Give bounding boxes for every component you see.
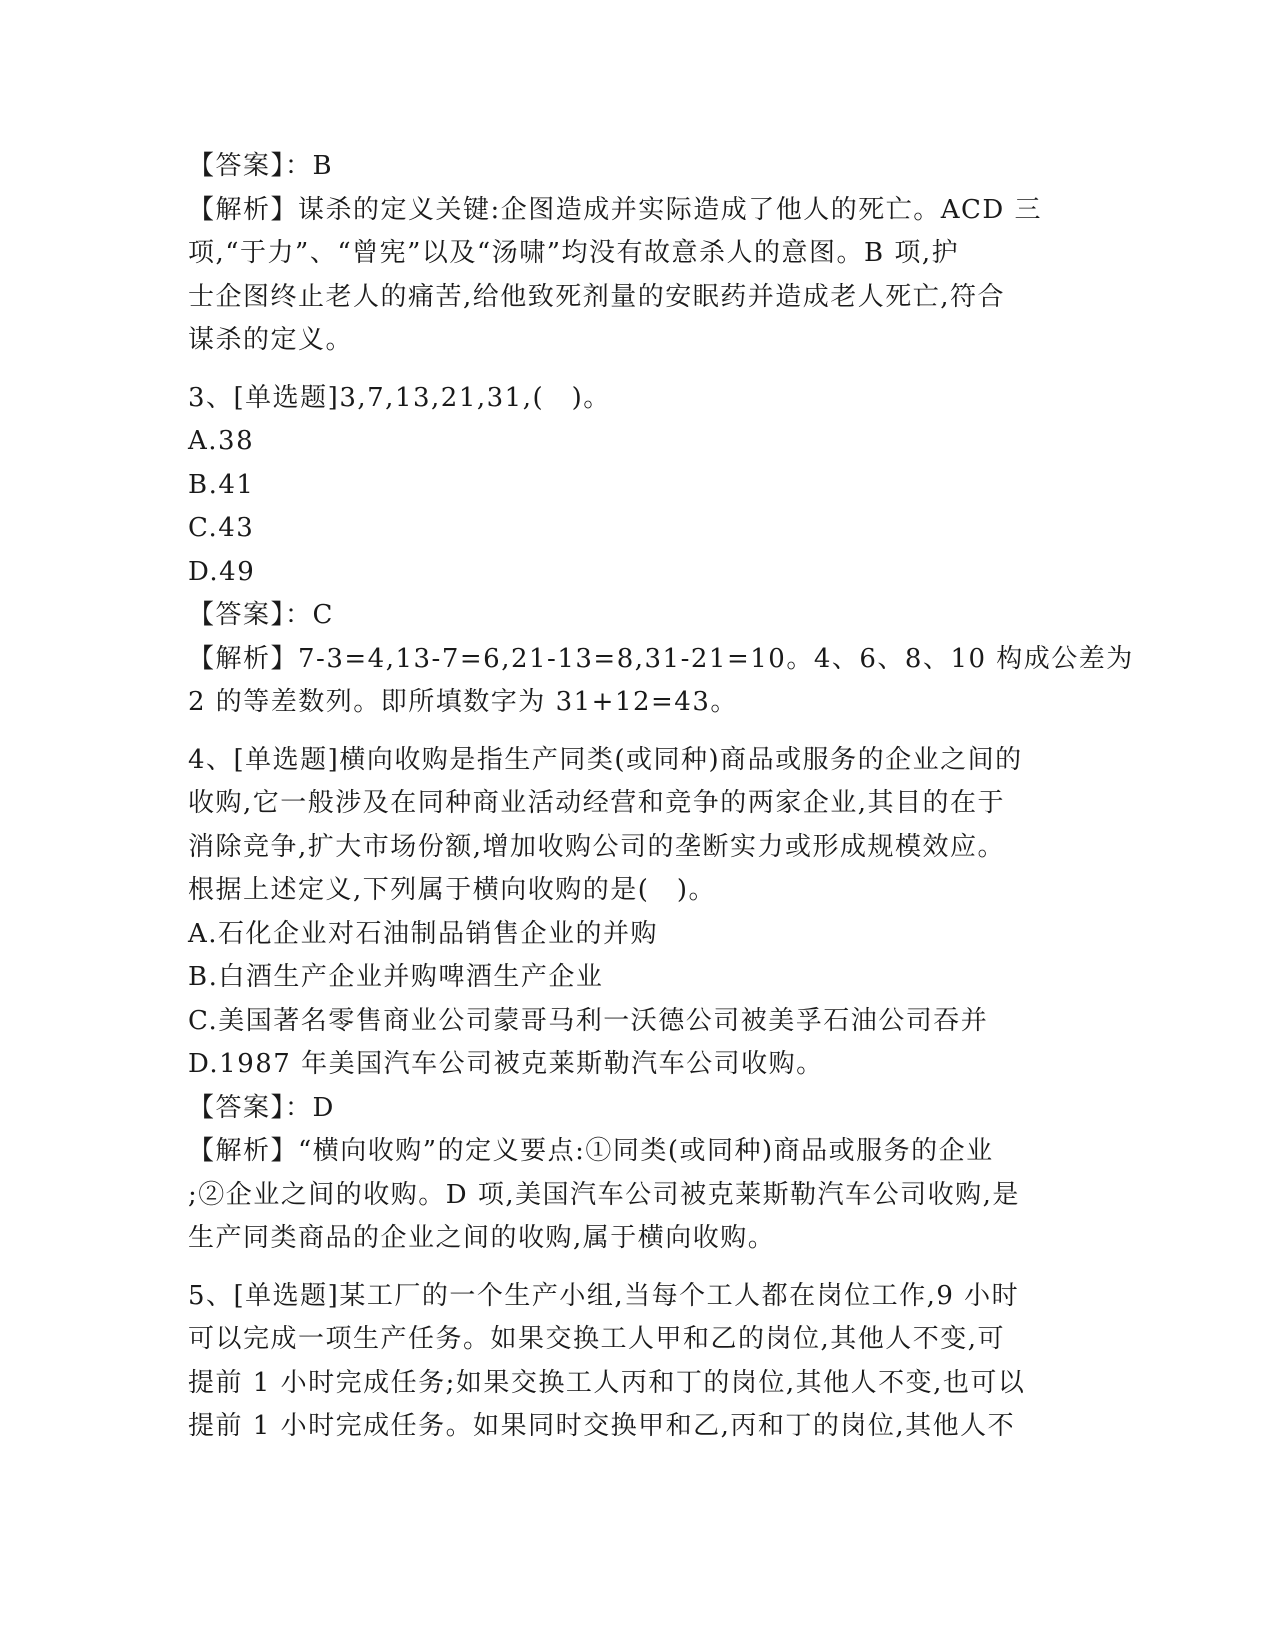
spacer <box>188 725 1078 739</box>
q4-answer: 【答案】：D <box>188 1092 335 1123</box>
q5-stem-line: 5、[单选题]某工厂的一个生产小组,当每个工人都在岗位工作,9 小时 <box>188 1280 1020 1311</box>
question-5 <box>188 1275 1078 1449</box>
q5-stem-line: 提前 1 小时完成任务;如果交换工人丙和丁的岗位,其他人不变,也可以 <box>188 1367 1026 1398</box>
q2-analysis-line: 士企图终止老人的痛苦,给他致死剂量的安眠药并造成老人死亡,符合 <box>188 281 1006 312</box>
q4-option-b: B.白酒生产企业并购啤酒生产企业 <box>188 962 604 992</box>
q4-stem-line: 收购,它一般涉及在同种商业活动经营和竞争的两家企业,其目的在于 <box>188 788 1006 818</box>
document-content <box>188 145 1134 1449</box>
q4-stem-line: 消除竞争,扩大市场份额,增加收购公司的垄断实力或形成规模效应。 <box>188 831 1006 862</box>
q3-option-c: C.43 <box>188 513 255 543</box>
q3-option-a: A.38 <box>188 426 255 456</box>
q3-option-b: B.41 <box>188 469 255 500</box>
spacer <box>188 1261 1078 1275</box>
q4-stem-line: 根据上述定义,下列属于横向收购的是( )。 <box>188 875 717 905</box>
q4-analysis-line: 生产同类商品的企业之间的收购,属于横向收购。 <box>188 1223 776 1253</box>
q3-option-d: D.49 <box>188 556 256 587</box>
q4-analysis-line: 【解析】“横向收购”的定义要点:①同类(或同种)商品或服务的企业 <box>188 1136 994 1166</box>
question-4 <box>188 739 1078 1261</box>
q2-analysis-line: 【解析】谋杀的定义关键:企图造成并实际造成了他人的死亡。ACD 三 <box>188 194 1043 225</box>
q3-answer: 【答案】：C <box>188 600 334 630</box>
q2-answer-block <box>188 145 1078 363</box>
q2-analysis-line: 项,“于力”、“曾宪”以及“汤啸”均没有故意杀人的意图。B 项,护 <box>188 238 960 268</box>
q4-analysis-line: ;②企业之间的收购。D 项,美国汽车公司被克莱斯勒汽车公司收购,是 <box>188 1179 1020 1210</box>
q3-analysis-line: 2 的等差数列。即所填数字为 31+12=43。 <box>188 687 738 717</box>
q5-stem-line: 可以完成一项生产任务。如果交换工人甲和乙的岗位,其他人不变,可 <box>188 1324 1006 1354</box>
q4-stem-line: 4、[单选题]横向收购是指生产同类(或同种)商品或服务的企业之间的 <box>188 744 1023 775</box>
q3-stem: 3、[单选题]3,7,13,21,31,( )。 <box>188 382 611 413</box>
q3-analysis-line: 【解析】7-3=4,13-7=6,21-13=8,31-21=10。4、6、8、10 构成公差为 <box>188 643 1134 674</box>
q2-analysis-line: 谋杀的定义。 <box>188 325 354 355</box>
q4-option-a: A.石化企业对石油制品销售企业的并购 <box>188 918 659 949</box>
question-3 <box>188 377 1134 725</box>
q4-option-d: D.1987 年美国汽车公司被克莱斯勒汽车公司收购。 <box>188 1049 824 1079</box>
q2-answer: 【答案】：B <box>188 151 334 181</box>
spacer <box>188 363 1078 377</box>
q4-option-c: C.美国著名零售商业公司蒙哥马利一沃德公司被美孚石油公司吞并 <box>188 1005 989 1036</box>
q5-stem-line: 提前 1 小时完成任务。如果同时交换甲和乙,丙和丁的岗位,其他人不 <box>188 1411 1016 1441</box>
